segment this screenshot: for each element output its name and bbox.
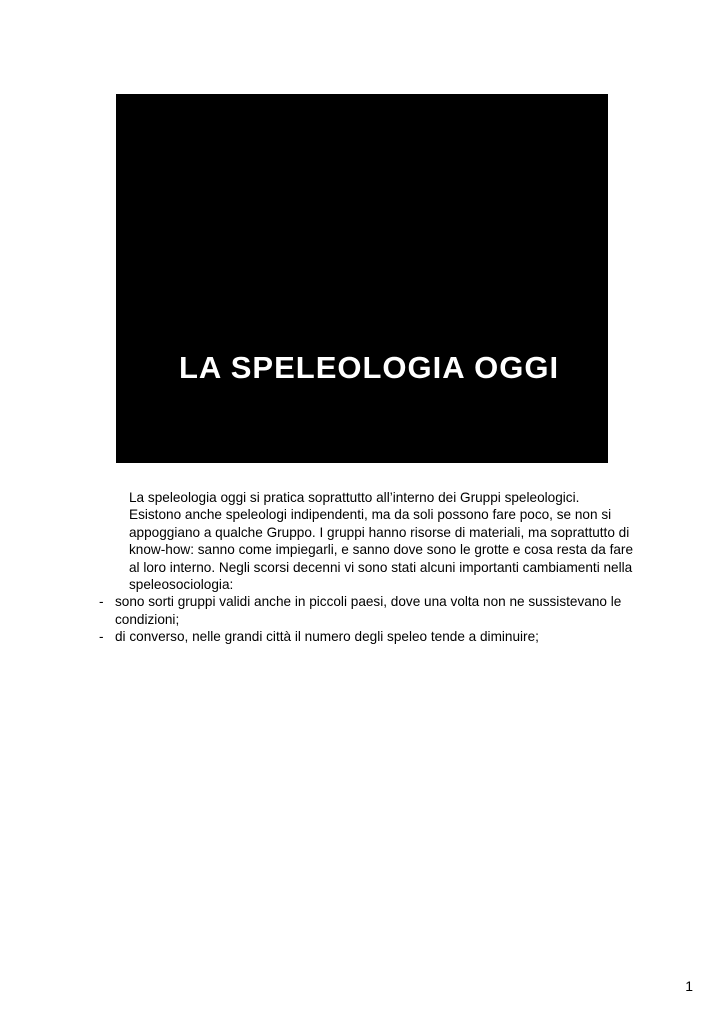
slide-notes — [95, 489, 635, 646]
page-number: 1 — [685, 978, 693, 994]
notes-bullet-list — [95, 593, 635, 645]
list-item — [95, 593, 635, 628]
slide-title: LA SPELEOLOGIA OGGI — [178, 350, 560, 385]
bullet-dash: - — [99, 594, 104, 610]
bullet-dash: - — [99, 629, 104, 645]
list-item-text: di converso, nelle grandi città il numero degli speleo tende a diminuire; — [115, 629, 539, 645]
list-item — [95, 628, 635, 645]
notes-paragraph: La speleologia oggi si pratica soprattutto all’interno dei Gruppi speleologici. Esistono anche speleologi indipendenti, ma da soli possono fare poco, se non si appoggiano a qualche Gruppo. I gruppi hanno risorse di materiali, ma soprattutto di know-how: sanno come impiegarli, e sanno dove sono le grotte e cosa resta da fare al loro interno. Negli scorsi decenni vi sono stati alcuni importanti cambiamenti nella speleosociologia: — [129, 490, 634, 593]
slide-thumbnail — [116, 94, 608, 463]
list-item-text: sono sorti gruppi validi anche in piccoli paesi, dove una volta non ne sussistevano le condizioni; — [115, 594, 622, 627]
